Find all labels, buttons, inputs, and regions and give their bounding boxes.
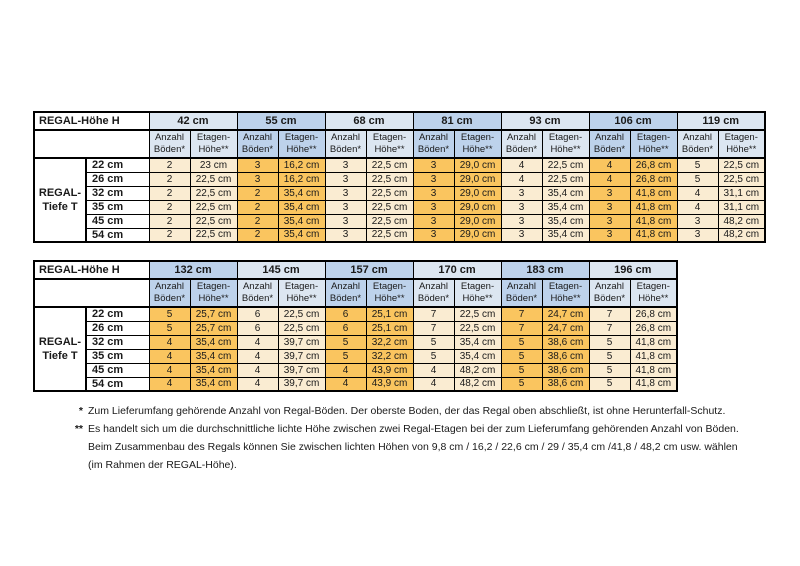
value-etagen-hoehe: 41,8 cm xyxy=(630,228,677,242)
value-anzahl-boeden: 5 xyxy=(149,307,190,321)
row-label-depth: 22 cm xyxy=(86,307,149,321)
value-anzahl-boeden: 2 xyxy=(149,214,190,228)
value-anzahl-boeden: 5 xyxy=(149,321,190,335)
value-etagen-hoehe: 22,5 cm xyxy=(366,228,413,242)
value-etagen-hoehe: 48,2 cm xyxy=(718,214,765,228)
footnote-2-text: Es handelt sich um die durchschnittliche lichte Höhe zwischen zwei Regal-Etagen bei der zum Lieferumfang gehörenden Anzahl von Böden. Beim Zusammenbau des Regals können Sie zwischen lichten Höhen von 9,8 cm / 16,2 / 22,6 cm / 29 / 35,4 cm /41,8 / 48,2 cm usw. wählen (im Rahmen der REGAL-Höhe). xyxy=(88,423,739,471)
subheader-anzahl-boeden: Anzahl Böden* xyxy=(237,130,278,158)
shelf-table-lower xyxy=(33,260,678,392)
table-row xyxy=(34,307,677,321)
subheader-anzahl-boeden: Anzahl Böden* xyxy=(589,279,630,307)
value-etagen-hoehe: 22,5 cm xyxy=(366,200,413,214)
value-anzahl-boeden: 4 xyxy=(149,335,190,349)
value-anzahl-boeden: 3 xyxy=(325,200,366,214)
value-etagen-hoehe: 22,5 cm xyxy=(278,321,325,335)
value-anzahl-boeden: 5 xyxy=(325,335,366,349)
value-anzahl-boeden: 3 xyxy=(589,214,630,228)
subheader-etagen-hoehe: Etagen- Höhe** xyxy=(366,130,413,158)
value-anzahl-boeden: 5 xyxy=(413,335,454,349)
value-etagen-hoehe: 39,7 cm xyxy=(278,377,325,391)
subheader-etagen-hoehe: Etagen- Höhe** xyxy=(630,279,677,307)
value-etagen-hoehe: 43,9 cm xyxy=(366,377,413,391)
value-etagen-hoehe: 35,4 cm xyxy=(190,363,237,377)
value-anzahl-boeden: 4 xyxy=(237,363,278,377)
column-header-height: 42 cm xyxy=(149,112,237,130)
value-anzahl-boeden: 7 xyxy=(501,321,542,335)
value-etagen-hoehe: 22,5 cm xyxy=(366,158,413,172)
value-etagen-hoehe: 39,7 cm xyxy=(278,335,325,349)
subheader-etagen-hoehe: Etagen- Höhe** xyxy=(454,279,501,307)
blank-cell xyxy=(34,130,149,158)
column-header-height: 68 cm xyxy=(325,112,413,130)
value-etagen-hoehe: 22,5 cm xyxy=(718,158,765,172)
value-etagen-hoehe: 26,8 cm xyxy=(630,158,677,172)
value-anzahl-boeden: 4 xyxy=(501,158,542,172)
value-anzahl-boeden: 5 xyxy=(677,172,718,186)
value-etagen-hoehe: 22,5 cm xyxy=(454,307,501,321)
value-anzahl-boeden: 5 xyxy=(589,377,630,391)
value-anzahl-boeden: 2 xyxy=(149,158,190,172)
value-etagen-hoehe: 35,4 cm xyxy=(454,335,501,349)
value-etagen-hoehe: 16,2 cm xyxy=(278,158,325,172)
value-etagen-hoehe: 22,5 cm xyxy=(190,186,237,200)
row-label-depth: 35 cm xyxy=(86,349,149,363)
value-anzahl-boeden: 3 xyxy=(413,186,454,200)
value-anzahl-boeden: 2 xyxy=(237,200,278,214)
value-etagen-hoehe: 48,2 cm xyxy=(454,377,501,391)
subheader-anzahl-boeden: Anzahl Böden* xyxy=(149,279,190,307)
column-header-height: 145 cm xyxy=(237,261,325,279)
value-etagen-hoehe: 25,7 cm xyxy=(190,307,237,321)
table-row xyxy=(34,335,677,349)
value-etagen-hoehe: 35,4 cm xyxy=(190,335,237,349)
value-etagen-hoehe: 22,5 cm xyxy=(190,228,237,242)
value-etagen-hoehe: 35,4 cm xyxy=(278,200,325,214)
subheader-etagen-hoehe: Etagen- Höhe** xyxy=(718,130,765,158)
value-etagen-hoehe: 22,5 cm xyxy=(718,172,765,186)
value-anzahl-boeden: 5 xyxy=(677,158,718,172)
value-anzahl-boeden: 3 xyxy=(413,214,454,228)
value-etagen-hoehe: 35,4 cm xyxy=(454,349,501,363)
value-etagen-hoehe: 38,6 cm xyxy=(542,377,589,391)
column-header-height: 196 cm xyxy=(589,261,677,279)
value-anzahl-boeden: 3 xyxy=(589,186,630,200)
value-anzahl-boeden: 3 xyxy=(677,214,718,228)
row-label-depth: 35 cm xyxy=(86,200,149,214)
value-anzahl-boeden: 6 xyxy=(237,321,278,335)
subheader-etagen-hoehe: Etagen- Höhe** xyxy=(366,279,413,307)
value-etagen-hoehe: 26,8 cm xyxy=(630,172,677,186)
value-anzahl-boeden: 4 xyxy=(149,377,190,391)
footnote-1 xyxy=(78,402,744,420)
subheader-anzahl-boeden: Anzahl Böden* xyxy=(325,279,366,307)
value-anzahl-boeden: 4 xyxy=(677,186,718,200)
value-etagen-hoehe: 35,4 cm xyxy=(190,377,237,391)
value-anzahl-boeden: 3 xyxy=(413,158,454,172)
value-etagen-hoehe: 25,1 cm xyxy=(366,307,413,321)
value-etagen-hoehe: 39,7 cm xyxy=(278,349,325,363)
value-etagen-hoehe: 22,5 cm xyxy=(542,158,589,172)
subheader-anzahl-boeden: Anzahl Böden* xyxy=(237,279,278,307)
value-anzahl-boeden: 7 xyxy=(413,321,454,335)
value-anzahl-boeden: 3 xyxy=(325,186,366,200)
value-anzahl-boeden: 7 xyxy=(589,307,630,321)
value-etagen-hoehe: 35,4 cm xyxy=(542,186,589,200)
footnote-1-marker: * xyxy=(78,405,83,417)
value-etagen-hoehe: 25,1 cm xyxy=(366,321,413,335)
subheader-anzahl-boeden: Anzahl Böden* xyxy=(413,130,454,158)
value-etagen-hoehe: 29,0 cm xyxy=(454,186,501,200)
value-anzahl-boeden: 3 xyxy=(325,214,366,228)
column-header-height: 106 cm xyxy=(589,112,677,130)
value-etagen-hoehe: 22,5 cm xyxy=(278,307,325,321)
table-row xyxy=(34,200,765,214)
value-anzahl-boeden: 3 xyxy=(325,228,366,242)
value-anzahl-boeden: 5 xyxy=(413,349,454,363)
value-anzahl-boeden: 3 xyxy=(501,214,542,228)
table-row xyxy=(34,321,677,335)
value-etagen-hoehe: 22,5 cm xyxy=(190,172,237,186)
column-header-height: 119 cm xyxy=(677,112,765,130)
value-anzahl-boeden: 5 xyxy=(589,363,630,377)
row-label-depth: 54 cm xyxy=(86,228,149,242)
value-etagen-hoehe: 29,0 cm xyxy=(454,158,501,172)
table-row xyxy=(34,363,677,377)
row-label-depth: 32 cm xyxy=(86,186,149,200)
value-etagen-hoehe: 24,7 cm xyxy=(542,321,589,335)
value-anzahl-boeden: 4 xyxy=(501,172,542,186)
value-etagen-hoehe: 29,0 cm xyxy=(454,228,501,242)
value-etagen-hoehe: 25,7 cm xyxy=(190,321,237,335)
corner-label: REGAL-Höhe H xyxy=(34,112,149,130)
value-anzahl-boeden: 5 xyxy=(501,377,542,391)
value-etagen-hoehe: 35,4 cm xyxy=(278,214,325,228)
value-anzahl-boeden: 3 xyxy=(413,172,454,186)
value-anzahl-boeden: 3 xyxy=(325,172,366,186)
value-anzahl-boeden: 6 xyxy=(325,321,366,335)
column-header-height: 183 cm xyxy=(501,261,589,279)
value-etagen-hoehe: 38,6 cm xyxy=(542,335,589,349)
value-anzahl-boeden: 2 xyxy=(237,186,278,200)
value-anzahl-boeden: 6 xyxy=(237,307,278,321)
value-anzahl-boeden: 3 xyxy=(237,172,278,186)
subheader-etagen-hoehe: Etagen- Höhe** xyxy=(630,130,677,158)
row-label-depth: 45 cm xyxy=(86,214,149,228)
value-anzahl-boeden: 4 xyxy=(325,377,366,391)
row-group-label: REGAL- Tiefe T xyxy=(34,158,86,242)
column-header-height: 55 cm xyxy=(237,112,325,130)
value-anzahl-boeden: 4 xyxy=(413,377,454,391)
value-etagen-hoehe: 22,5 cm xyxy=(190,214,237,228)
value-anzahl-boeden: 3 xyxy=(589,200,630,214)
subheader-anzahl-boeden: Anzahl Böden* xyxy=(677,130,718,158)
row-label-depth: 32 cm xyxy=(86,335,149,349)
value-etagen-hoehe: 23 cm xyxy=(190,158,237,172)
value-etagen-hoehe: 29,0 cm xyxy=(454,200,501,214)
value-etagen-hoehe: 22,5 cm xyxy=(542,172,589,186)
value-anzahl-boeden: 2 xyxy=(237,214,278,228)
footnote-1-text: Zum Lieferumfang gehörende Anzahl von Regal-Böden. Der oberste Boden, der das Regal oben abschließt, ist ohne Herunterfall-Schutz. xyxy=(88,405,726,417)
footnote-2 xyxy=(74,420,744,474)
value-etagen-hoehe: 38,6 cm xyxy=(542,363,589,377)
value-etagen-hoehe: 38,6 cm xyxy=(542,349,589,363)
value-etagen-hoehe: 32,2 cm xyxy=(366,335,413,349)
value-etagen-hoehe: 48,2 cm xyxy=(454,363,501,377)
value-etagen-hoehe: 35,4 cm xyxy=(190,349,237,363)
value-anzahl-boeden: 7 xyxy=(413,307,454,321)
value-etagen-hoehe: 41,8 cm xyxy=(630,214,677,228)
subheader-etagen-hoehe: Etagen- Höhe** xyxy=(542,130,589,158)
value-etagen-hoehe: 31,1 cm xyxy=(718,186,765,200)
value-etagen-hoehe: 22,5 cm xyxy=(366,172,413,186)
value-etagen-hoehe: 41,8 cm xyxy=(630,186,677,200)
value-etagen-hoehe: 26,8 cm xyxy=(630,307,677,321)
value-etagen-hoehe: 24,7 cm xyxy=(542,307,589,321)
value-etagen-hoehe: 29,0 cm xyxy=(454,172,501,186)
table-row xyxy=(34,349,677,363)
corner-label: REGAL-Höhe H xyxy=(34,261,149,279)
value-etagen-hoehe: 41,8 cm xyxy=(630,363,677,377)
value-anzahl-boeden: 7 xyxy=(589,321,630,335)
regal-spec-table xyxy=(33,111,766,243)
value-anzahl-boeden: 6 xyxy=(325,307,366,321)
value-etagen-hoehe: 35,4 cm xyxy=(542,228,589,242)
subheader-anzahl-boeden: Anzahl Böden* xyxy=(413,279,454,307)
subheader-etagen-hoehe: Etagen- Höhe** xyxy=(190,279,237,307)
value-anzahl-boeden: 4 xyxy=(237,335,278,349)
row-label-depth: 26 cm xyxy=(86,172,149,186)
value-anzahl-boeden: 5 xyxy=(501,349,542,363)
row-label-depth: 54 cm xyxy=(86,377,149,391)
value-anzahl-boeden: 2 xyxy=(149,228,190,242)
value-etagen-hoehe: 26,8 cm xyxy=(630,321,677,335)
column-header-height: 81 cm xyxy=(413,112,501,130)
subheader-etagen-hoehe: Etagen- Höhe** xyxy=(190,130,237,158)
value-anzahl-boeden: 3 xyxy=(589,228,630,242)
value-etagen-hoehe: 29,0 cm xyxy=(454,214,501,228)
value-anzahl-boeden: 4 xyxy=(325,363,366,377)
value-anzahl-boeden: 3 xyxy=(325,158,366,172)
subheader-etagen-hoehe: Etagen- Höhe** xyxy=(278,279,325,307)
shelf-table-upper xyxy=(33,111,766,243)
column-header-height: 132 cm xyxy=(149,261,237,279)
value-etagen-hoehe: 43,9 cm xyxy=(366,363,413,377)
footnote-2-marker: ** xyxy=(74,423,83,435)
value-anzahl-boeden: 3 xyxy=(413,228,454,242)
blank-cell xyxy=(34,279,149,307)
value-etagen-hoehe: 22,5 cm xyxy=(366,214,413,228)
value-anzahl-boeden: 2 xyxy=(149,186,190,200)
value-anzahl-boeden: 5 xyxy=(589,335,630,349)
table-row xyxy=(34,158,765,172)
value-etagen-hoehe: 22,5 cm xyxy=(454,321,501,335)
value-anzahl-boeden: 5 xyxy=(501,363,542,377)
value-anzahl-boeden: 2 xyxy=(149,200,190,214)
subheader-anzahl-boeden: Anzahl Böden* xyxy=(325,130,366,158)
value-etagen-hoehe: 22,5 cm xyxy=(366,186,413,200)
subheader-anzahl-boeden: Anzahl Böden* xyxy=(501,279,542,307)
column-header-height: 170 cm xyxy=(413,261,501,279)
row-label-depth: 22 cm xyxy=(86,158,149,172)
subheader-etagen-hoehe: Etagen- Höhe** xyxy=(454,130,501,158)
value-anzahl-boeden: 4 xyxy=(413,363,454,377)
value-anzahl-boeden: 5 xyxy=(501,335,542,349)
value-etagen-hoehe: 35,4 cm xyxy=(542,214,589,228)
value-anzahl-boeden: 3 xyxy=(501,228,542,242)
value-etagen-hoehe: 32,2 cm xyxy=(366,349,413,363)
value-etagen-hoehe: 22,5 cm xyxy=(190,200,237,214)
value-etagen-hoehe: 35,4 cm xyxy=(278,186,325,200)
value-anzahl-boeden: 3 xyxy=(677,228,718,242)
value-anzahl-boeden: 3 xyxy=(501,186,542,200)
table-row xyxy=(34,228,765,242)
value-anzahl-boeden: 2 xyxy=(237,228,278,242)
value-anzahl-boeden: 4 xyxy=(237,349,278,363)
value-anzahl-boeden: 4 xyxy=(149,363,190,377)
subheader-etagen-hoehe: Etagen- Höhe** xyxy=(278,130,325,158)
value-anzahl-boeden: 4 xyxy=(149,349,190,363)
value-etagen-hoehe: 41,8 cm xyxy=(630,349,677,363)
value-anzahl-boeden: 4 xyxy=(589,158,630,172)
value-etagen-hoehe: 41,8 cm xyxy=(630,335,677,349)
row-group-label: REGAL- Tiefe T xyxy=(34,307,86,391)
table-row xyxy=(34,172,765,186)
value-etagen-hoehe: 35,4 cm xyxy=(542,200,589,214)
value-anzahl-boeden: 4 xyxy=(237,377,278,391)
value-etagen-hoehe: 48,2 cm xyxy=(718,228,765,242)
value-anzahl-boeden: 3 xyxy=(237,158,278,172)
regal-spec-table xyxy=(33,260,678,392)
value-etagen-hoehe: 41,8 cm xyxy=(630,377,677,391)
column-header-height: 93 cm xyxy=(501,112,589,130)
column-header-height: 157 cm xyxy=(325,261,413,279)
subheader-anzahl-boeden: Anzahl Böden* xyxy=(501,130,542,158)
value-anzahl-boeden: 5 xyxy=(589,349,630,363)
value-anzahl-boeden: 5 xyxy=(325,349,366,363)
value-etagen-hoehe: 35,4 cm xyxy=(278,228,325,242)
value-etagen-hoehe: 31,1 cm xyxy=(718,200,765,214)
subheader-etagen-hoehe: Etagen- Höhe** xyxy=(542,279,589,307)
value-anzahl-boeden: 2 xyxy=(149,172,190,186)
row-label-depth: 45 cm xyxy=(86,363,149,377)
row-label-depth: 26 cm xyxy=(86,321,149,335)
table-row xyxy=(34,186,765,200)
table-row xyxy=(34,214,765,228)
value-anzahl-boeden: 4 xyxy=(677,200,718,214)
table-row xyxy=(34,377,677,391)
value-etagen-hoehe: 16,2 cm xyxy=(278,172,325,186)
value-anzahl-boeden: 3 xyxy=(501,200,542,214)
value-anzahl-boeden: 4 xyxy=(589,172,630,186)
subheader-anzahl-boeden: Anzahl Böden* xyxy=(589,130,630,158)
value-etagen-hoehe: 39,7 cm xyxy=(278,363,325,377)
value-etagen-hoehe: 41,8 cm xyxy=(630,200,677,214)
subheader-anzahl-boeden: Anzahl Böden* xyxy=(149,130,190,158)
value-anzahl-boeden: 7 xyxy=(501,307,542,321)
value-anzahl-boeden: 3 xyxy=(413,200,454,214)
